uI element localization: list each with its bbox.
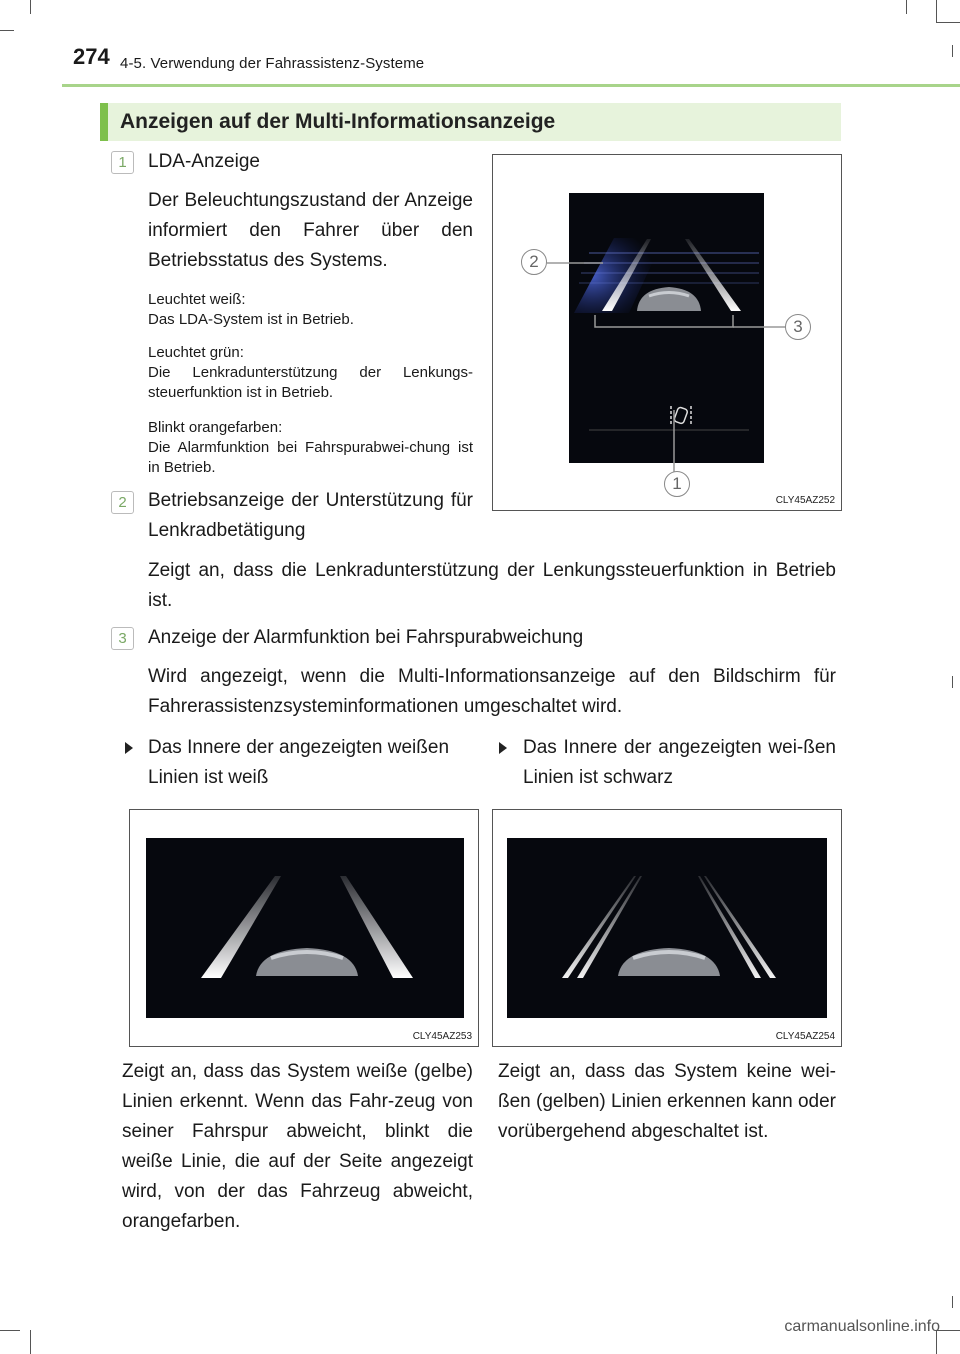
column-heading: Das Innere der angezeigten wei-ßen Linien ist schwarz bbox=[523, 737, 836, 788]
item-number-badge: 3 bbox=[111, 627, 134, 650]
crop-mark bbox=[952, 45, 953, 57]
item-title: Betriebsanzeige der Unterstützung für Lenkradbetätigung bbox=[148, 490, 473, 541]
crop-mark bbox=[936, 0, 937, 22]
state-label: Leuchtet grün: bbox=[148, 344, 244, 361]
display-screen bbox=[507, 838, 827, 1018]
display-screen bbox=[146, 838, 464, 1018]
vehicle-icon bbox=[618, 948, 720, 976]
state-text: Die Lenkradunterstützung der Lenkungs-steuerfunktion ist in Betrieb. bbox=[148, 364, 473, 401]
lda-display-figure bbox=[492, 154, 842, 511]
black-lines-figure bbox=[492, 809, 842, 1047]
item-description: Zeigt an, dass die Lenkradunterstützung der Lenkungssteuerfunktion in Betrieb ist. bbox=[148, 560, 836, 611]
state-block bbox=[148, 418, 473, 478]
callout-2: 2 bbox=[521, 249, 547, 275]
crop-mark bbox=[0, 30, 14, 31]
page-number: 274 bbox=[73, 44, 110, 69]
state-text: Die Alarmfunktion bei Fahrspurabwei-chung ist in Betrieb. bbox=[148, 439, 473, 476]
crop-mark bbox=[30, 0, 31, 14]
item-number-badge: 2 bbox=[111, 491, 134, 514]
header-rule bbox=[62, 84, 960, 87]
section-title: Anzeigen auf der Multi-Informationsanzeige bbox=[120, 110, 556, 133]
white-lines-figure bbox=[129, 809, 479, 1047]
arrow-bullet-icon bbox=[125, 742, 133, 754]
state-label: Leuchtet weiß: bbox=[148, 291, 246, 308]
item-description: Der Beleuchtungszustand der Anzeige informiert den Fahrer über den Betriebsstatus des Systems. bbox=[148, 190, 473, 271]
figure-code: CLY45AZ254 bbox=[775, 1031, 835, 1042]
state-block bbox=[148, 343, 473, 403]
crop-mark bbox=[936, 22, 960, 23]
figure-code: CLY45AZ253 bbox=[412, 1031, 472, 1042]
column-text: Zeigt an, dass das System weiße (gelbe) Linien erkennt. Wenn das Fahr-zeug von seiner Fahrspur abweicht, blinkt die weiße Linie, die auf der Seite angezeigt wird, von der das Fahrzeug abweicht, orangefarben. bbox=[122, 1061, 473, 1232]
column-text: Zeigt an, dass das System keine wei-ßen (gelben) Linien erkennen kann oder vorübergehend abgeschaltet ist. bbox=[498, 1061, 837, 1142]
watermark: carmanualsonline.info bbox=[784, 1318, 940, 1335]
callout-3: 3 bbox=[785, 314, 811, 340]
figure-code: CLY45AZ252 bbox=[775, 495, 835, 506]
vehicle-icon bbox=[256, 948, 358, 976]
crop-mark bbox=[0, 1330, 20, 1331]
item-description: Wird angezeigt, wenn die Multi-Informationsanzeige auf den Bildschirm für Fahrerassistenzsysteminformationen umgeschaltet wird. bbox=[148, 666, 836, 717]
state-text: Das LDA-System ist in Betrieb. bbox=[148, 311, 354, 328]
state-label: Blinkt orangefarben: bbox=[148, 419, 283, 436]
crop-mark bbox=[30, 1330, 31, 1354]
crop-mark bbox=[952, 676, 953, 688]
arrow-bullet-icon bbox=[499, 742, 507, 754]
crop-mark bbox=[906, 0, 907, 14]
callout-1: 1 bbox=[664, 471, 690, 497]
item-title: Anzeige der Alarmfunktion bei Fahrspurabweichung bbox=[148, 627, 584, 648]
item-number-badge: 1 bbox=[111, 151, 134, 174]
column-heading: Das Innere der angezeigten weißen Linien ist weiß bbox=[148, 737, 450, 788]
section-accent-bar bbox=[100, 103, 108, 141]
section-header bbox=[100, 103, 841, 141]
callout-leaders bbox=[547, 263, 786, 473]
item-title: LDA-Anzeige bbox=[148, 151, 260, 172]
state-block bbox=[148, 290, 473, 330]
crop-mark bbox=[952, 1296, 953, 1308]
chapter-title: 4-5. Verwendung der Fahrassistenz-Systeme bbox=[120, 55, 425, 72]
